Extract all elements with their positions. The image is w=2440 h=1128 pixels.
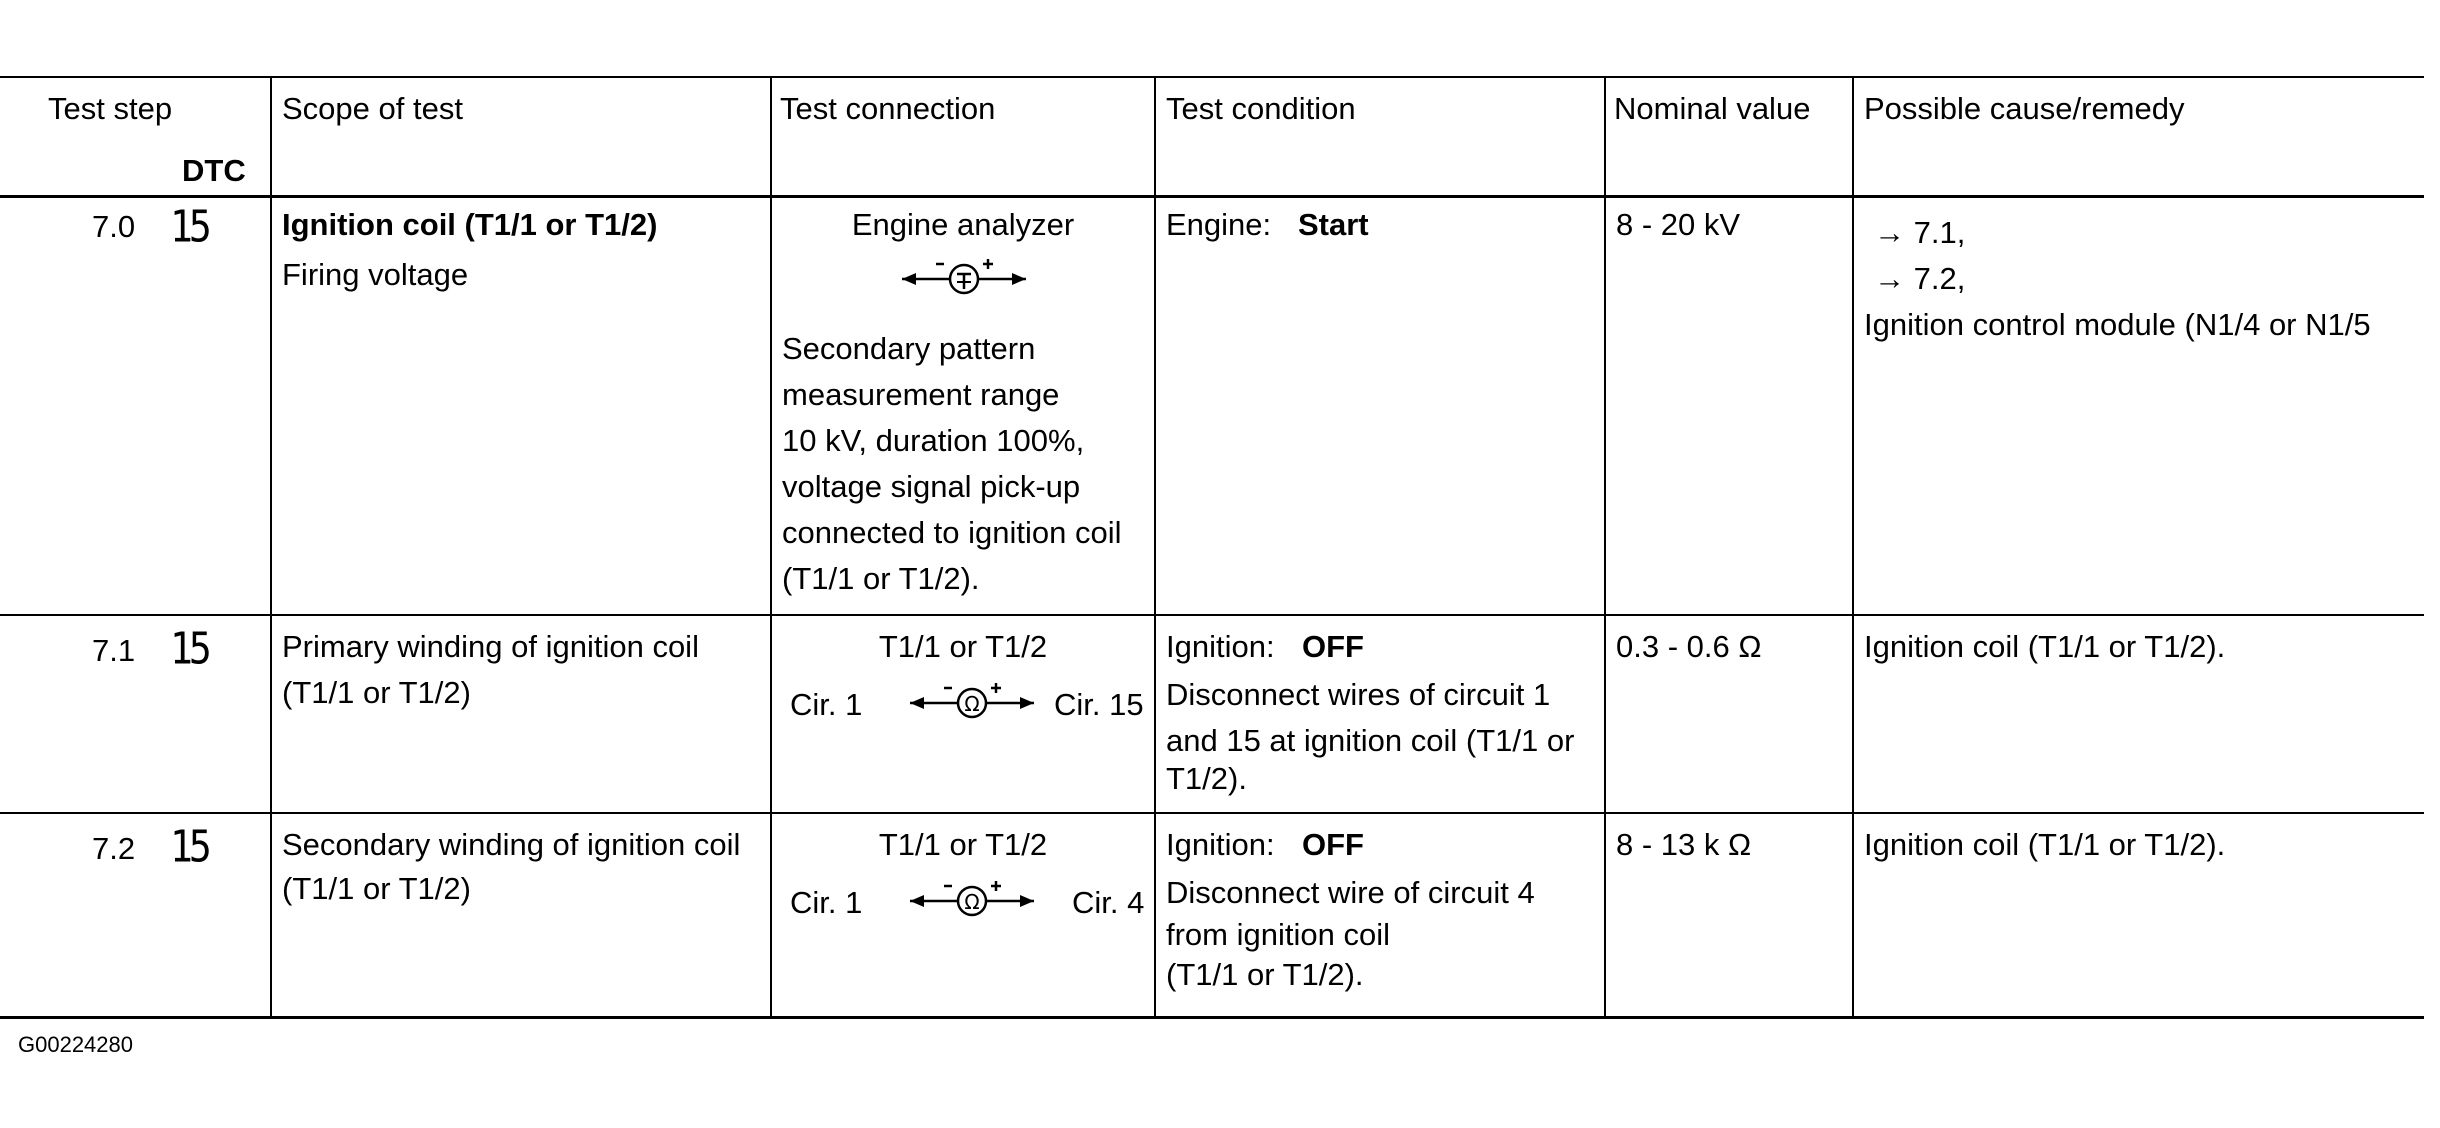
circuit-right: Cir. 4 [1072,885,1145,920]
step-number: 7.1 [92,633,136,668]
header-bottom-rule [0,195,2424,198]
circuit-right: Cir. 15 [1054,687,1144,722]
condition-line: Disconnect wire of circuit 4 [1166,875,1535,910]
header-test-step: Test step [48,91,173,126]
connection-line: voltage signal pick-up [782,469,1081,504]
connection-line: Secondary pattern [782,331,1036,366]
step-number: 7.0 [92,209,136,244]
scope-title: Ignition coil (T1/1 or T1/2) [282,207,658,242]
condition-label: Engine: [1166,207,1272,242]
dtc-code: 15 [170,623,208,674]
dtc-code: 15 [170,201,208,252]
cause-text: Ignition coil (T1/1 or T1/2). [1864,827,2226,862]
cause-line: Ignition control module (N1/4 or N1/5 [1864,307,2371,342]
column-divider [1154,76,1156,1018]
scope-line: Primary winding of ignition coil [282,629,699,664]
connection-title: T1/1 or T1/2 [878,827,1048,862]
condition-line: (T1/1 or T1/2). [1166,957,1364,992]
voltmeter-icon [898,252,1030,302]
cause-line: → 7.2, [1874,261,1966,296]
connection-line: connected to ignition coil [782,515,1122,550]
condition-value: OFF [1302,827,1364,862]
header-connection: Test connection [780,91,996,126]
condition-line: T1/2). [1166,761,1247,796]
table-top-rule [0,76,2424,78]
circuit-left: Cir. 1 [790,687,863,722]
connection-title: T1/1 or T1/2 [878,629,1048,664]
condition-value: Start [1298,207,1369,242]
svg-text:Ω: Ω [964,890,980,914]
connection-title: Engine analyzer [851,207,1075,242]
header-condition: Test condition [1166,91,1356,126]
condition-label: Ignition: [1166,827,1275,862]
header-scope: Scope of test [282,91,463,126]
nominal-value: 8 - 13 k Ω [1616,827,1752,862]
condition-line: and 15 at ignition coil (T1/1 or [1166,723,1575,758]
cause-text: Ignition coil (T1/1 or T1/2). [1864,629,2226,664]
step-number: 7.2 [92,831,136,866]
row-divider [0,812,2424,814]
figure-id: G00224280 [18,1032,133,1057]
header-dtc: DTC [182,153,246,188]
condition-line: from ignition coil [1166,917,1390,952]
condition-label: Ignition: [1166,629,1275,664]
cause-line: → 7.1, [1874,215,1966,250]
scope-line: Secondary winding of ignition coil [282,827,741,862]
connection-line: (T1/1 or T1/2). [782,561,980,596]
row-divider [0,614,2424,616]
scope-line: (T1/1 or T1/2) [282,675,471,710]
condition-value: OFF [1302,629,1364,664]
ohmmeter-icon [906,676,1038,726]
dtc-code: 15 [170,821,208,872]
column-divider [1604,76,1606,1018]
circuit-left: Cir. 1 [790,885,863,920]
header-nominal: Nominal value [1614,91,1811,126]
nominal-value: 0.3 - 0.6 Ω [1616,629,1762,664]
column-divider [1852,76,1854,1018]
connection-line: measurement range [782,377,1060,412]
scope-line: (T1/1 or T1/2) [282,871,471,906]
svg-text:Ω: Ω [964,692,980,716]
column-divider [270,76,272,1018]
ohmmeter-icon [906,874,1038,924]
table-bottom-rule [0,1016,2424,1019]
condition-line: Disconnect wires of circuit 1 [1166,677,1551,712]
connection-line: 10 kV, duration 100%, [782,423,1085,458]
header-cause: Possible cause/remedy [1864,91,2185,126]
nominal-value: 8 - 20 kV [1616,207,1741,242]
scope-subtitle: Firing voltage [282,257,469,292]
